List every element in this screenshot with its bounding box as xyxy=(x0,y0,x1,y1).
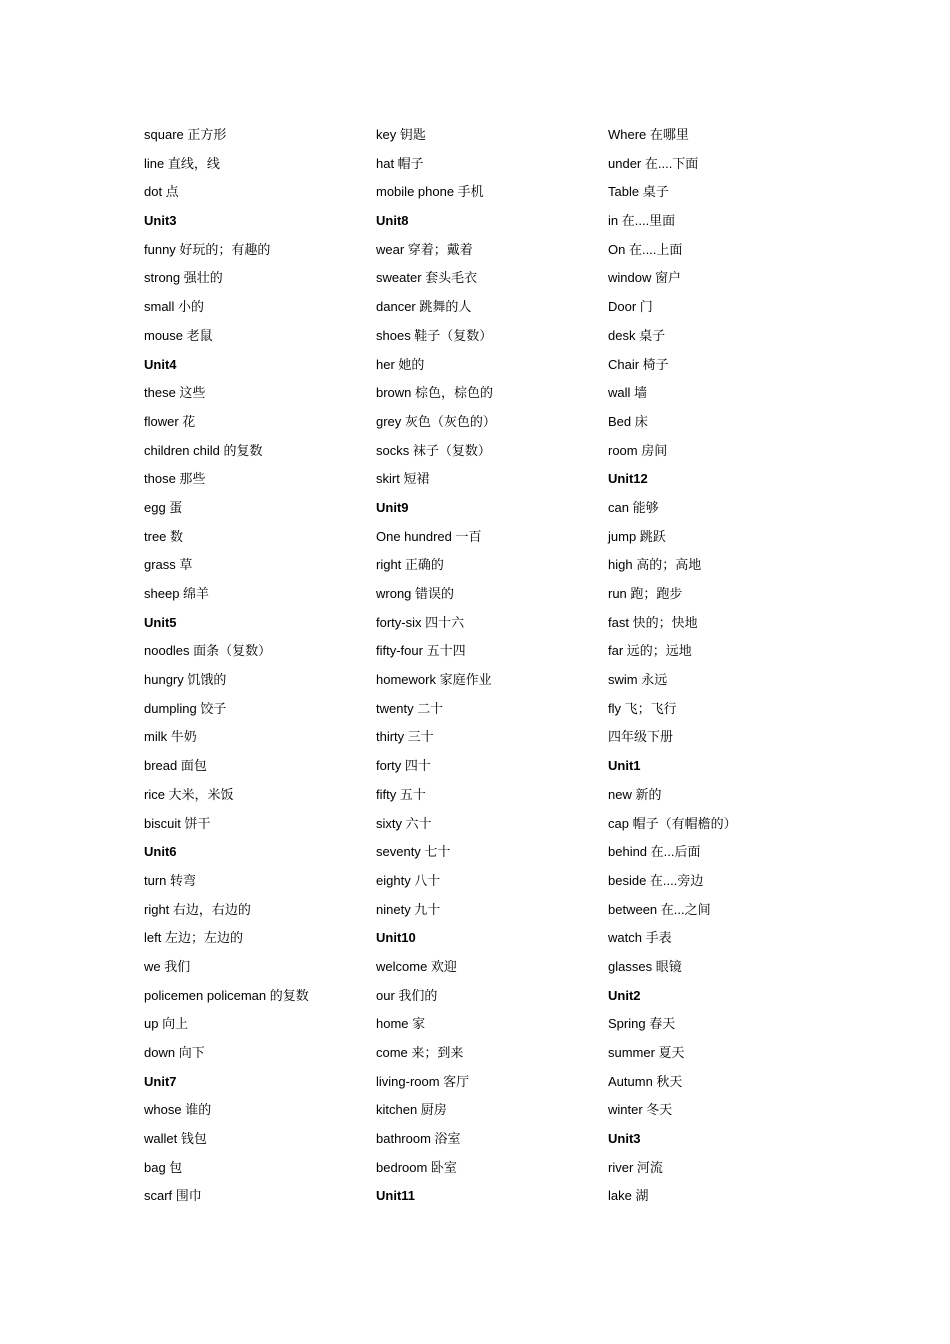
vocabulary-entry: jump 跳跃 xyxy=(608,528,666,544)
vocabulary-entry: high 高的；高地 xyxy=(608,557,702,573)
vocabulary-entry: policemen policeman 的复数 xyxy=(144,987,309,1003)
vocabulary-entry: brown 棕色，棕色的 xyxy=(376,385,494,401)
vocabulary-entry: room 房间 xyxy=(608,442,668,458)
vocabulary-entry: desk 桌子 xyxy=(608,327,666,343)
vocabulary-entry: forty-six 四十六 xyxy=(376,614,465,630)
vocabulary-entry: up 向上 xyxy=(144,1016,189,1032)
vocabulary-entry: egg 蛋 xyxy=(144,499,183,515)
vocabulary-entry: these 这些 xyxy=(144,385,206,401)
vocabulary-entry: seventy 七十 xyxy=(376,844,451,860)
vocabulary-entry: wall 墙 xyxy=(608,385,648,401)
vocabulary-entry: Chair 椅子 xyxy=(608,356,669,372)
vocabulary-entry: scarf 围巾 xyxy=(144,1188,202,1204)
vocabulary-entry: noodles 面条（复数） xyxy=(144,643,272,659)
unit-heading: Unit3 xyxy=(144,213,177,229)
vocabulary-entry: Spring 春天 xyxy=(608,1016,676,1032)
vocabulary-entry: behind 在...后面 xyxy=(608,844,701,860)
vocabulary-entry: far 远的；远地 xyxy=(608,643,692,659)
vocabulary-entry: shoes 鞋子（复数） xyxy=(376,327,493,343)
vocabulary-entry: funny 好玩的；有趣的 xyxy=(144,241,271,257)
vocabulary-entry: thirty 三十 xyxy=(376,729,434,745)
vocabulary-entry: window 窗户 xyxy=(608,270,681,286)
vocabulary-entry: in 在....里面 xyxy=(608,213,676,229)
vocabulary-entry: rice 大米，米饭 xyxy=(144,786,234,802)
unit-heading: Unit8 xyxy=(376,213,409,229)
vocabulary-entry: tree 数 xyxy=(144,528,184,544)
vocabulary-entry: dancer 跳舞的人 xyxy=(376,299,472,315)
vocabulary-entry: forty 四十 xyxy=(376,758,431,774)
vocabulary-entry: swim 永远 xyxy=(608,672,668,688)
vocabulary-entry: dumpling 饺子 xyxy=(144,700,227,716)
vocabulary-entry: we 我们 xyxy=(144,958,191,974)
vocabulary-entry: key 钥匙 xyxy=(376,127,426,142)
vocabulary-entry: come 来；到来 xyxy=(376,1045,464,1060)
vocabulary-entry: mouse 老鼠 xyxy=(144,327,213,343)
vocabulary-entry: bedroom 卧室 xyxy=(376,1159,457,1175)
unit-heading: Unit10 xyxy=(376,930,416,946)
vocabulary-entry: our 我们的 xyxy=(376,987,438,1003)
unit-heading: Unit5 xyxy=(144,614,177,630)
vocabulary-entry: kitchen 厨房 xyxy=(376,1102,447,1118)
vocabulary-entry: line 直线，线 xyxy=(144,155,220,171)
vocabulary-entry: skirt 短裙 xyxy=(376,471,430,487)
vocabulary-entry: those 那些 xyxy=(144,471,206,487)
vocabulary-entry: twenty 二十 xyxy=(376,700,444,716)
vocabulary-entry: bag 包 xyxy=(144,1159,183,1175)
vocabulary-entry: Bed 床 xyxy=(608,413,648,429)
vocabulary-entry: One hundred 一百 xyxy=(376,528,482,544)
vocabulary-entry: Table 桌子 xyxy=(608,184,669,200)
vocabulary-entry: fly 飞；飞行 xyxy=(608,700,677,716)
vocabulary-entry: dot 点 xyxy=(144,184,179,200)
vocabulary-entry: grey 灰色（灰色的） xyxy=(376,413,496,429)
vocabulary-entry: fifty 五十 xyxy=(376,786,426,802)
vocabulary-entry: summer 夏天 xyxy=(608,1045,685,1060)
unit-heading: Unit6 xyxy=(144,844,177,860)
vocabulary-entry: cap 帽子（有帽檐的） xyxy=(608,815,737,831)
vocabulary-entry: left 左边；左边的 xyxy=(144,930,243,946)
unit-heading: Unit11 xyxy=(376,1188,416,1204)
vocabulary-entry: run 跑；跑步 xyxy=(608,586,683,601)
vocabulary-entry: flower 花 xyxy=(144,413,196,429)
vocabulary-entry: eighty 八十 xyxy=(376,872,441,888)
vocabulary-entry: sheep 绵羊 xyxy=(144,586,210,601)
vocabulary-entry: ninety 九十 xyxy=(376,901,441,917)
unit-heading: Unit2 xyxy=(608,987,641,1003)
vocabulary-entry: Autumn 秋天 xyxy=(608,1073,683,1089)
vocabulary-entry: biscuit 饼干 xyxy=(144,815,211,831)
unit-heading: Unit3 xyxy=(608,1131,641,1147)
vocabulary-entry: turn 转弯 xyxy=(144,872,197,888)
vocabulary-entry: welcome 欢迎 xyxy=(376,958,457,974)
vocabulary-column-1 xyxy=(144,121,376,1211)
vocabulary-entry: river 河流 xyxy=(608,1159,663,1175)
vocabulary-entry: whose 谁的 xyxy=(144,1102,212,1118)
vocabulary-entry: children child 的复数 xyxy=(144,442,263,458)
vocabulary-entry: socks 袜子（复数） xyxy=(376,442,491,458)
vocabulary-entry: strong 强壮的 xyxy=(144,270,223,286)
vocabulary-entry: lake 湖 xyxy=(608,1188,649,1204)
vocabulary-entry: On 在....上面 xyxy=(608,241,683,257)
unit-heading: Unit12 xyxy=(608,471,648,487)
vocabulary-entry: milk 牛奶 xyxy=(144,729,197,745)
unit-heading: Unit7 xyxy=(144,1073,177,1089)
vocabulary-entry: sixty 六十 xyxy=(376,815,432,831)
vocabulary-entry: square 正方形 xyxy=(144,127,227,142)
vocabulary-entry: under 在....下面 xyxy=(608,155,699,171)
vocabulary-entry: Where 在哪里 xyxy=(608,127,689,142)
vocabulary-entry: between 在...之间 xyxy=(608,901,711,917)
vocabulary-entry: small 小的 xyxy=(144,299,204,315)
vocabulary-entry: mobile phone 手机 xyxy=(376,184,484,200)
unit-heading: Unit4 xyxy=(144,356,177,372)
vocabulary-entry: her 她的 xyxy=(376,356,425,372)
vocabulary-entry: wear 穿着；戴着 xyxy=(376,241,473,257)
vocabulary-entry: wrong 错误的 xyxy=(376,586,455,601)
unit-heading: Unit1 xyxy=(608,758,641,774)
vocabulary-entry: fifty-four 五十四 xyxy=(376,643,466,659)
vocabulary-entry: wallet 钱包 xyxy=(144,1131,207,1147)
vocabulary-entry: beside 在....旁边 xyxy=(608,872,704,888)
vocabulary-entry: right 右边，右边的 xyxy=(144,901,251,917)
vocabulary-column-2 xyxy=(376,121,608,1211)
vocabulary-entry: Door 门 xyxy=(608,299,653,315)
vocabulary-entry: glasses 眼镜 xyxy=(608,958,682,974)
vocabulary-entry: homework 家庭作业 xyxy=(376,672,492,688)
vocabulary-entry: grass 草 xyxy=(144,557,193,573)
vocabulary-entry: right 正确的 xyxy=(376,557,444,573)
vocabulary-entry: can 能够 xyxy=(608,499,659,515)
vocabulary-entry: hat 帽子 xyxy=(376,155,424,171)
vocabulary-entry: bathroom 浴室 xyxy=(376,1131,461,1147)
vocabulary-entry: watch 手表 xyxy=(608,930,672,946)
vocabulary-entry: bread 面包 xyxy=(144,758,207,774)
vocabulary-entry: new 新的 xyxy=(608,786,662,802)
unit-heading: Unit9 xyxy=(376,499,409,515)
vocabulary-column-3 xyxy=(608,121,840,1211)
vocabulary-entry: 四年级下册 xyxy=(608,729,674,745)
vocabulary-entry: home 家 xyxy=(376,1016,426,1032)
vocabulary-entry: down 向下 xyxy=(144,1045,205,1060)
vocabulary-entry: living-room 客厅 xyxy=(376,1073,470,1089)
vocabulary-entry: sweater 套头毛衣 xyxy=(376,270,478,286)
vocabulary-entry: fast 快的；快地 xyxy=(608,614,698,630)
vocabulary-entry: hungry 饥饿的 xyxy=(144,672,227,688)
vocabulary-entry: winter 冬天 xyxy=(608,1102,673,1118)
